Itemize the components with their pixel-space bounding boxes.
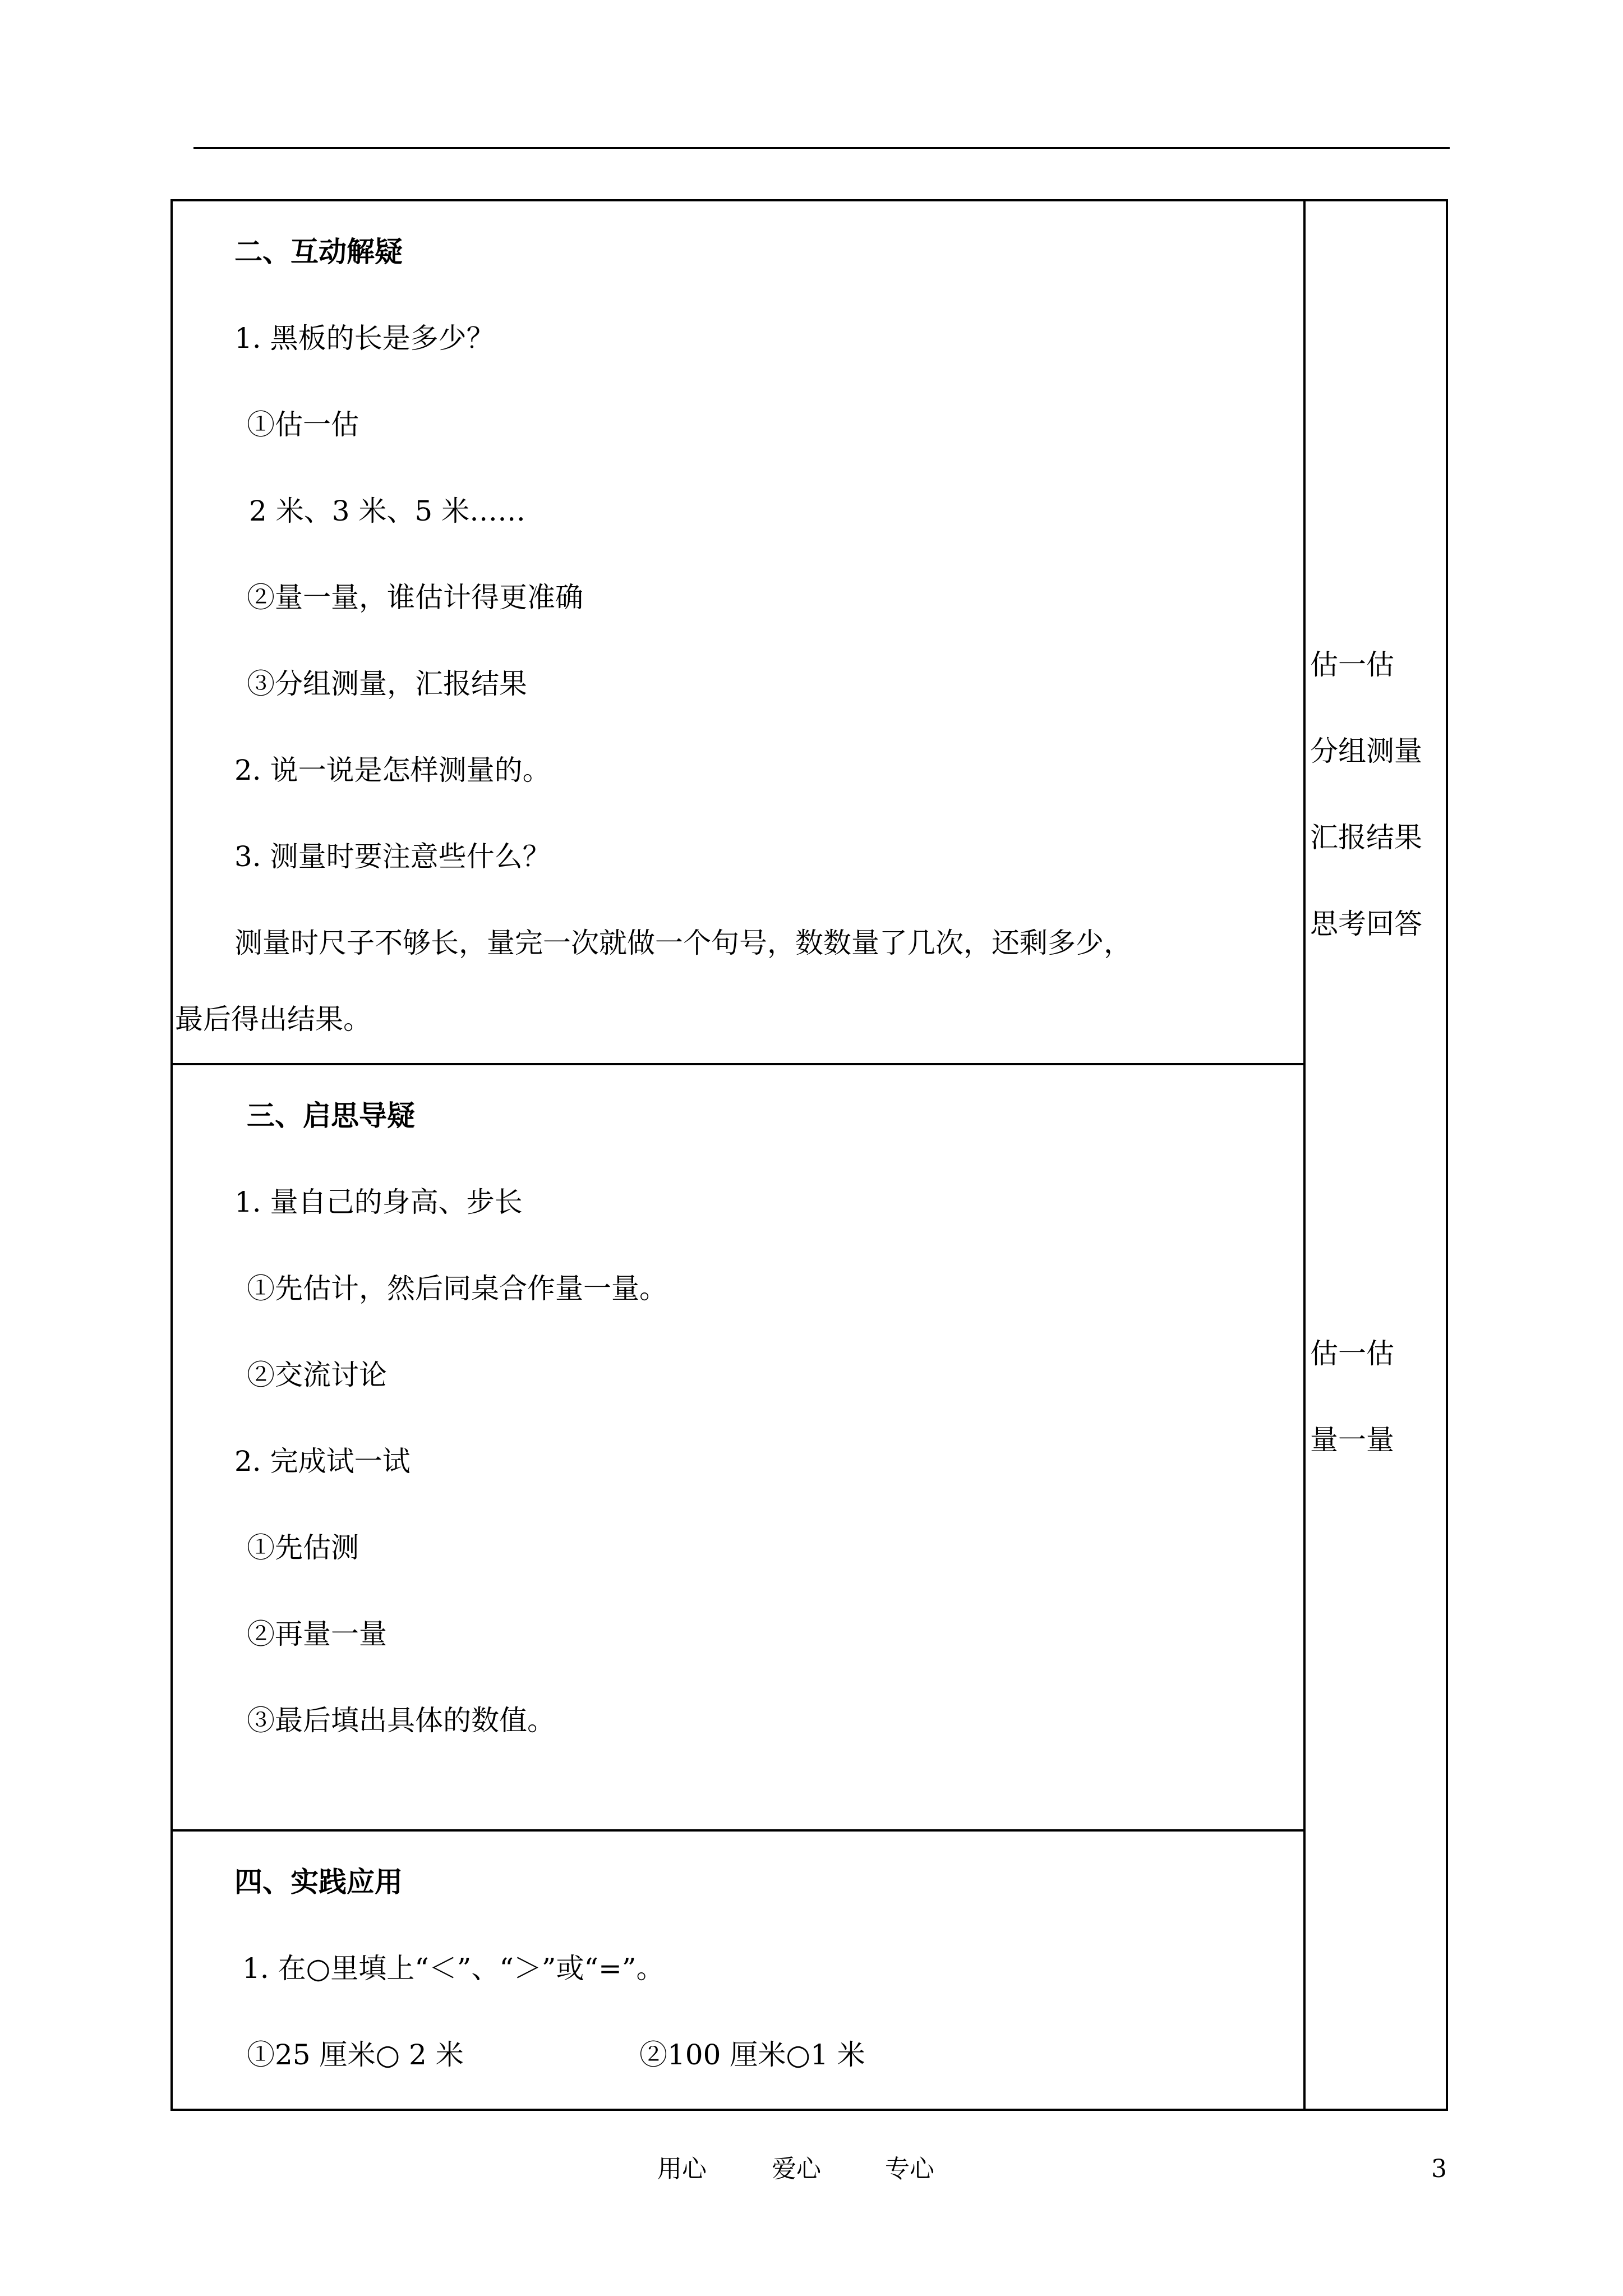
footer-motto-1: 用心 bbox=[657, 2155, 707, 2183]
section2-step-2: ②量一量，谁估计得更准确 bbox=[247, 581, 583, 614]
column-divider bbox=[1303, 201, 1306, 2109]
section3-step-4: ②再量一量 bbox=[247, 1618, 387, 1650]
section4-heading: 四、实践应用 bbox=[234, 1865, 403, 1898]
section3-side-note-2: 量一量 bbox=[1310, 1424, 1394, 1456]
footer-motto-2: 爱心 bbox=[772, 2155, 821, 2183]
section3-step-1: ①先估计，然后同桌合作量一量。 bbox=[247, 1272, 667, 1305]
section3-heading: 三、启思导疑 bbox=[247, 1099, 415, 1132]
section3-side-note-1: 估一估 bbox=[1310, 1337, 1394, 1370]
section2-side-note-4: 思考回答 bbox=[1310, 908, 1422, 940]
section3-step-2: ②交流讨论 bbox=[247, 1359, 387, 1391]
section2-question-1: 1. 黑板的长是多少？ bbox=[234, 322, 495, 355]
section2-question-3: 3. 测量时要注意些什么？ bbox=[234, 840, 551, 873]
section2-step-1-answer: 2 米、3 米、5 米…… bbox=[249, 495, 526, 527]
section2-heading: 二、互动解疑 bbox=[234, 235, 403, 268]
page-number: 3 bbox=[1431, 2155, 1447, 2183]
header-rule bbox=[193, 147, 1450, 149]
section2-side-note-2: 分组测量 bbox=[1310, 735, 1422, 767]
section2-side-note-1: 估一估 bbox=[1310, 648, 1394, 681]
section4-item-2: ②100 厘米○1 米 bbox=[639, 2039, 865, 2071]
section4-question-1: 1. 在○里填上“＜”、“＞”或“=”。 bbox=[242, 1952, 665, 1985]
footer-motto-3: 专心 bbox=[885, 2155, 934, 2183]
section4-item-1: ①25 厘米○ 2 米 bbox=[247, 2039, 464, 2071]
section2-step-3: ③分组测量，汇报结果 bbox=[247, 668, 527, 700]
section2-note-line-2: 最后得出结果。 bbox=[175, 1003, 371, 1036]
section3-step-3: ①先估测 bbox=[247, 1531, 359, 1564]
section2-step-1: ①估一估 bbox=[247, 408, 359, 441]
section2-question-2: 2. 说一说是怎样测量的。 bbox=[234, 754, 551, 786]
section3-question-2: 2. 完成试一试 bbox=[234, 1445, 411, 1478]
lesson-table bbox=[170, 199, 1448, 2111]
section3-step-5: ③最后填出具体的数值。 bbox=[247, 1704, 555, 1737]
section2-note-line-1: 测量时尺子不够长，量完一次就做一个句号，数数量了几次，还剩多少， bbox=[234, 927, 1132, 959]
section3-question-1: 1. 量自己的身高、步长 bbox=[234, 1186, 523, 1218]
row-divider-2 bbox=[173, 1829, 1303, 1832]
row-divider-1 bbox=[173, 1063, 1303, 1065]
section2-side-note-3: 汇报结果 bbox=[1310, 821, 1422, 854]
